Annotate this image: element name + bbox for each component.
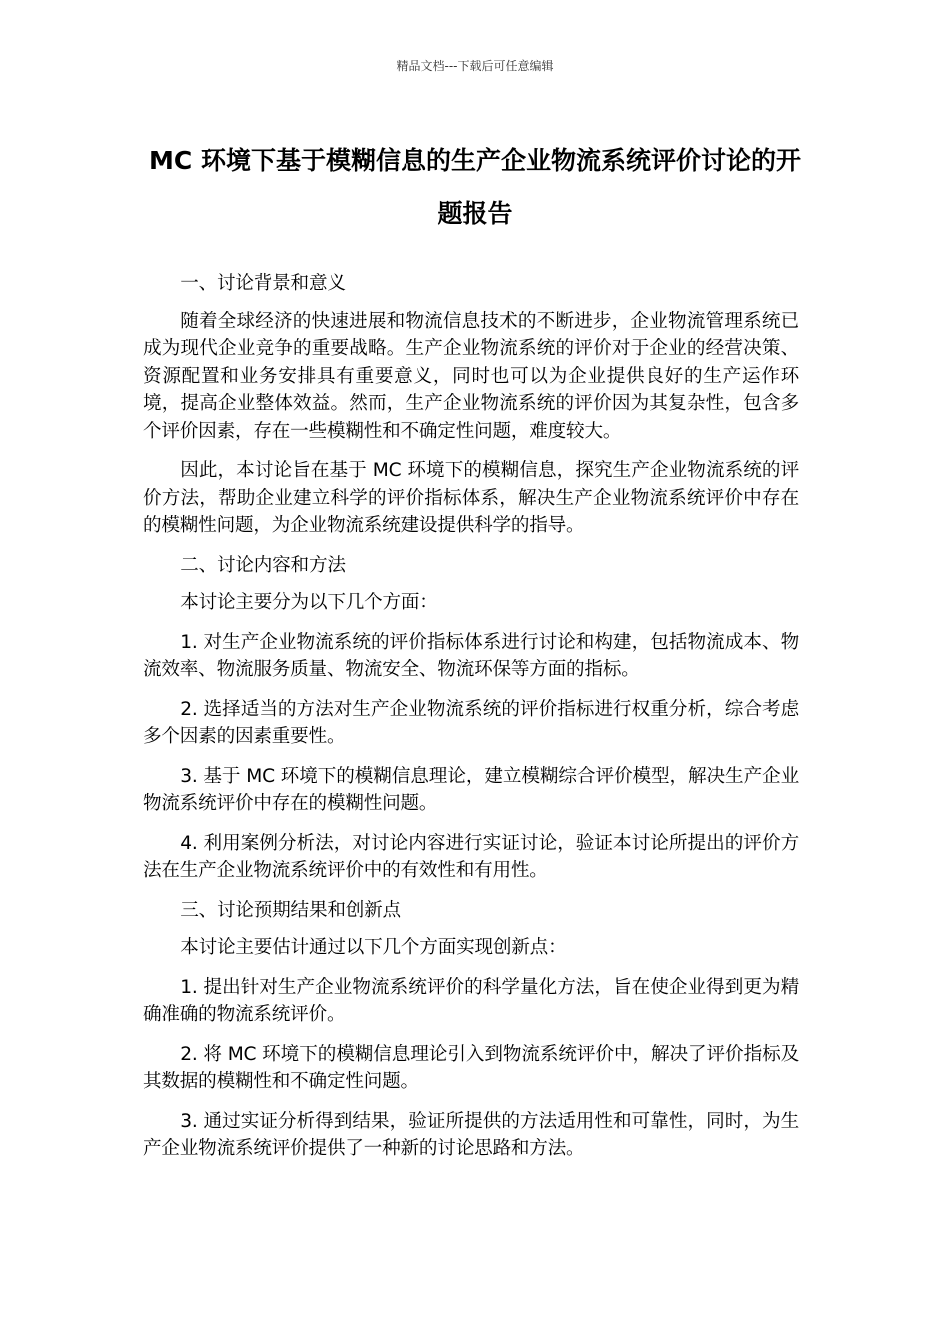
list-item: 3. 基于 MC 环境下的模糊信息理论，建立模糊综合评价模型，解决生产企业物流系统评价中存在的模糊性问题。 (143, 765, 799, 814)
section-heading-expected-results: 三、讨论预期结果和创新点 (180, 899, 401, 921)
paragraph: 本讨论主要分为以下几个方面： (180, 592, 438, 613)
list-item: 2. 将 MC 环境下的模糊信息理论引入到物流系统评价中，解决了评价指标及其数据的模糊性和不确定性问题。 (143, 1043, 799, 1092)
header-note: 精品文档---下载后可任意编辑 (396, 59, 554, 73)
list-item: 3. 通过实证分析得到结果，验证所提供的方法适用性和可靠性，同时，为生产企业物流系统评价提供了一种新的讨论思路和方法。 (143, 1110, 799, 1159)
list-item: 4. 利用案例分析法，对讨论内容进行实证讨论，验证本讨论所提出的评价方法在生产企业物流系统评价中的有效性和有用性。 (143, 832, 799, 881)
paragraph: 本讨论主要估计通过以下几个方面实现创新点： (180, 937, 567, 958)
list-item: 1. 提出针对生产企业物流系统评价的科学量化方法，旨在使企业得到更为精确准确的物流系统评价。 (143, 976, 799, 1025)
section-heading-background: 一、讨论背景和意义 (180, 273, 346, 294)
document-title: MC 环境下基于模糊信息的生产企业物流系统评价讨论的开题报告 (149, 146, 801, 228)
document-body (143, 270, 799, 1175)
list-item: 2. 选择适当的方法对生产企业物流系统的评价指标进行权重分析，综合考虑多个因素的因素重要性。 (143, 698, 799, 747)
paragraph: 因此，本讨论旨在基于 MC 环境下的模糊信息，探究生产企业物流系统的评价方法，帮助企业建立科学的评价指标体系，解决生产企业物流系统评价中存在的模糊性问题，为企业物流系统建设提供科学的指导。 (143, 460, 799, 536)
paragraph: 随着全球经济的快速进展和物流信息技术的不断进步，企业物流管理系统已成为现代企业竞争的重要战略。生产企业物流系统的评价对于企业的经营决策、资源配置和业务安排具有重要意义，同时也可以为企业提供良好的生产运作环境，提高企业整体效益。然而，生产企业物流系统的评价因为其复杂性，包含多个评价因素，存在一些模糊性和不确定性问题，难度较大。 (143, 310, 799, 442)
list-item: 1. 对生产企业物流系统的评价指标体系进行讨论和构建，包括物流成本、物流效率、物流服务质量、物流安全、物流环保等方面的指标。 (143, 631, 799, 680)
section-heading-content-methods: 二、讨论内容和方法 (180, 554, 346, 576)
